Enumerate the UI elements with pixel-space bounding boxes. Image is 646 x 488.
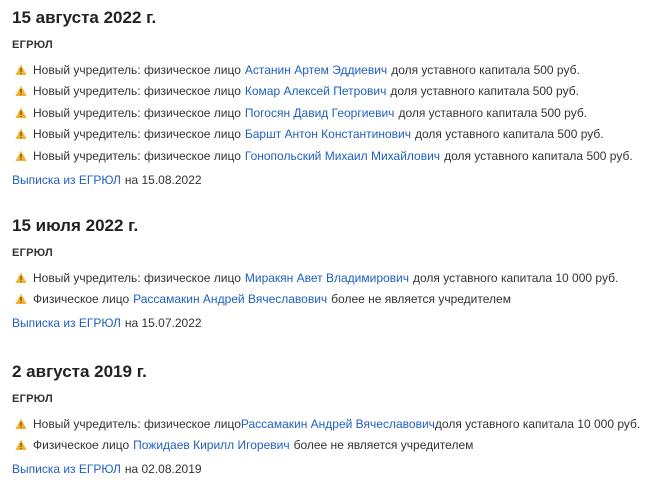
- extract-date: на 02.08.2019: [124, 462, 202, 476]
- event-suffix: доля уставного капитала 500 руб.: [414, 127, 604, 142]
- extract-row: [12, 172, 638, 188]
- extract-link[interactable]: Выписка из ЕГРЮЛ: [12, 172, 121, 187]
- warning-icon: [15, 64, 27, 76]
- section-source: ЕГРЮЛ: [12, 393, 54, 405]
- person-link[interactable]: Астанин Артем Эддиевич: [244, 62, 388, 77]
- event-item: [12, 267, 638, 289]
- extract-link[interactable]: Выписка из ЕГРЮЛ: [12, 462, 121, 476]
- extract-link[interactable]: Выписка из ЕГРЮЛ: [12, 316, 121, 330]
- person-link[interactable]: Погосян Давид Георгиевич: [244, 105, 395, 120]
- event-prefix: Новый учредитель: физическое лицо: [33, 148, 241, 163]
- event-prefix: Новый учредитель: физическое лицо: [33, 62, 241, 77]
- warning-icon: [15, 418, 27, 430]
- section-source: ЕГРЮЛ: [12, 39, 54, 51]
- warning-icon: [15, 128, 27, 140]
- event-prefix: Новый учредитель: физическое лицо: [33, 127, 241, 142]
- warning-icon: [15, 272, 27, 284]
- timeline-section-2: [12, 215, 638, 331]
- event-item: [12, 59, 638, 81]
- event-prefix: Новый учредитель: физическое лицо: [33, 105, 241, 120]
- event-prefix: Новый учредитель: физическое лицо: [33, 270, 241, 285]
- event-list: [12, 59, 638, 167]
- event-suffix: доля уставного капитала 500 руб.: [444, 148, 633, 163]
- event-suffix: доля уставного капитала 10 000 руб.: [434, 416, 641, 431]
- event-item: [12, 435, 638, 457]
- timeline-section-1: [12, 7, 638, 188]
- event-suffix: более не является учредителем: [331, 292, 511, 307]
- warning-icon: [15, 293, 27, 305]
- event-prefix: Физическое лицо: [33, 438, 130, 453]
- person-link[interactable]: Рассамакин Андрей Вячеславович: [240, 416, 435, 431]
- person-link[interactable]: Комар Алексей Петрович: [244, 84, 387, 99]
- extract-row: [12, 461, 638, 477]
- event-item: [12, 102, 638, 124]
- event-item: [12, 413, 641, 435]
- event-list: [12, 267, 638, 310]
- event-suffix: доля уставного капитала 500 руб.: [391, 62, 580, 77]
- event-suffix: доля уставного капитала 10 000 руб.: [413, 270, 619, 285]
- extract-row: [12, 315, 638, 331]
- warning-icon: [15, 85, 27, 97]
- event-list: [12, 413, 641, 456]
- person-link[interactable]: Пожидаев Кирилл Игоревич: [133, 438, 290, 453]
- warning-icon: [15, 439, 27, 451]
- event-item: [12, 145, 638, 167]
- event-item: [12, 124, 638, 146]
- event-suffix: доля уставного капитала 500 руб.: [398, 105, 588, 120]
- event-suffix: доля уставного капитала 500 руб.: [390, 84, 579, 99]
- extract-date: на 15.07.2022: [124, 316, 202, 330]
- section-source: ЕГРЮЛ: [12, 247, 54, 259]
- section-date: 15 августа 2022 г.: [12, 8, 157, 27]
- timeline-section-3: [12, 361, 641, 477]
- event-prefix: Физическое лицо: [33, 292, 130, 307]
- event-prefix: Новый учредитель: физическое лицо: [33, 84, 241, 99]
- event-item: [12, 81, 638, 103]
- warning-icon: [15, 150, 27, 162]
- person-link[interactable]: Миракян Авет Владимирович: [244, 270, 409, 285]
- section-date: 15 июля 2022 г.: [12, 216, 139, 235]
- event-item: [12, 289, 638, 311]
- extract-date: на 15.08.2022: [124, 172, 202, 187]
- event-suffix: более не является учредителем: [293, 438, 474, 453]
- warning-icon: [15, 107, 27, 119]
- person-link[interactable]: Баршт Антон Константинович: [244, 127, 411, 142]
- section-date: 2 августа 2019 г.: [12, 362, 147, 381]
- person-link[interactable]: Рассамакин Андрей Вячеславович: [133, 292, 328, 307]
- person-link[interactable]: Гонопольский Михаил Михайлович: [244, 148, 441, 163]
- event-prefix: Новый учредитель: физическое лицо: [33, 416, 241, 431]
